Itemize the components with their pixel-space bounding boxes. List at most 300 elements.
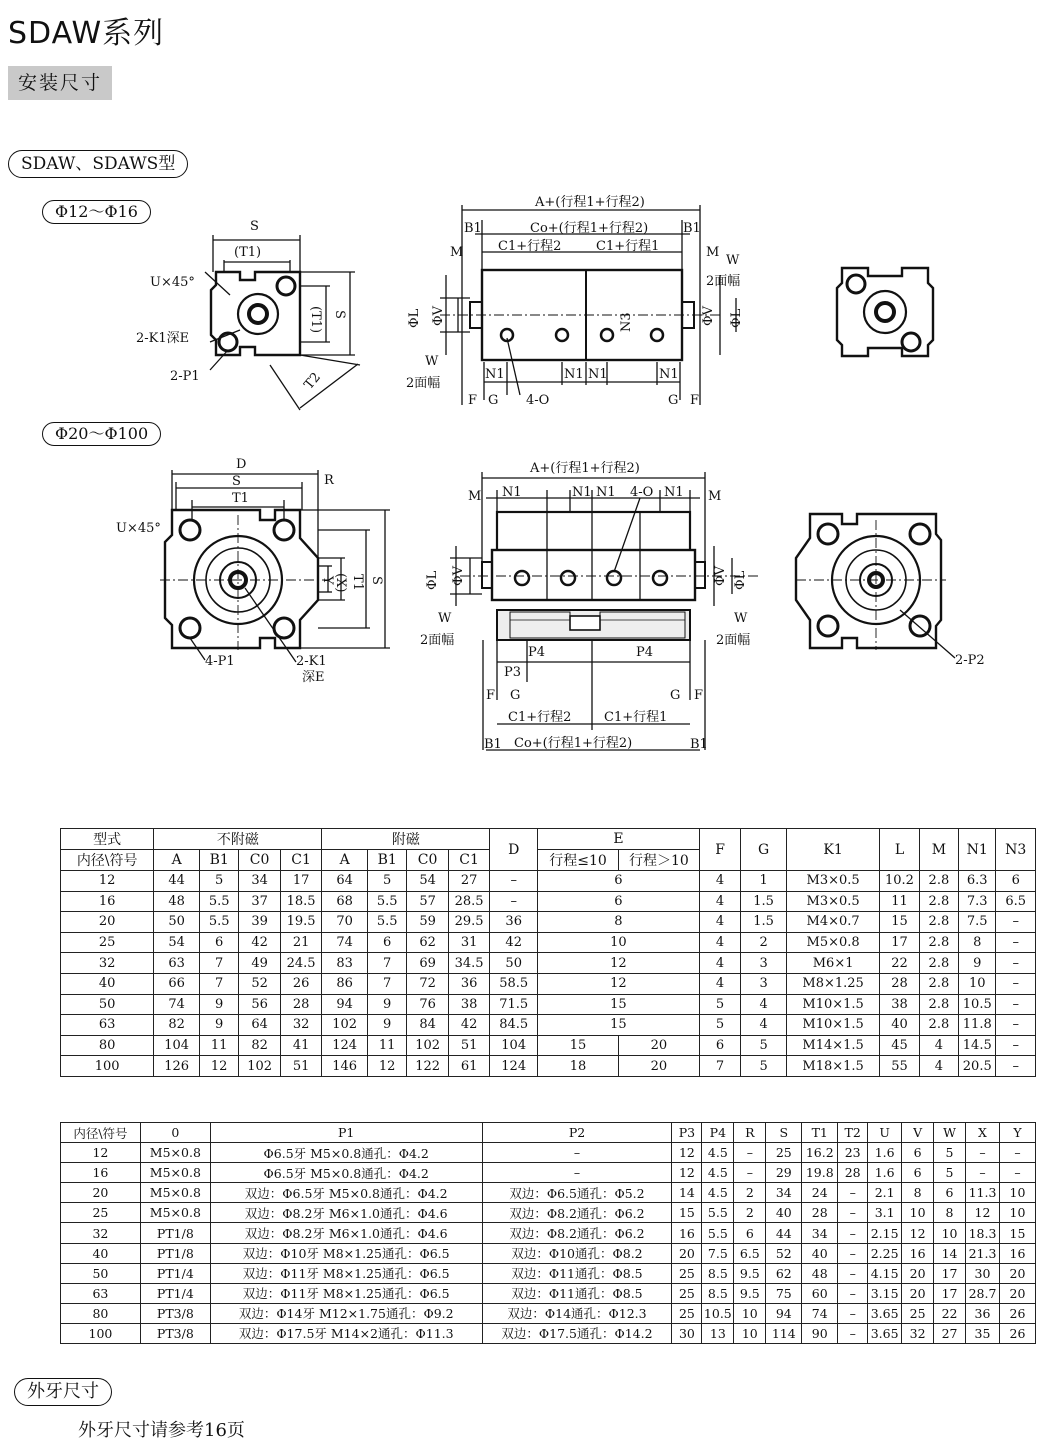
dim-p3: P3	[504, 665, 522, 680]
table-cell: 10.5	[702, 1303, 734, 1323]
header-mag: 附磁	[322, 829, 490, 850]
table-header-cell: 0	[140, 1123, 210, 1143]
table-cell: 20	[999, 1283, 1035, 1303]
table-cell: –	[996, 1035, 1036, 1056]
table-cell: 2.1	[868, 1183, 902, 1203]
rear-view-large	[796, 514, 955, 658]
table-cell: 2.8	[919, 953, 958, 974]
table-cell: 10.2	[880, 871, 919, 892]
table-cell: 62	[766, 1263, 802, 1283]
table-cell: 3.65	[868, 1323, 902, 1343]
dim-top-len: A+(行程1+行程2)	[535, 195, 645, 210]
table-cell: 19.5	[280, 912, 321, 933]
table-cell: 17	[934, 1283, 966, 1303]
table-cell: 16	[61, 891, 154, 912]
dim-g-left: G	[488, 393, 499, 408]
table-row	[61, 1203, 1036, 1223]
table-cell: M3×0.5	[786, 891, 879, 912]
table-row	[61, 932, 1036, 953]
dim-f-right: F	[690, 393, 700, 408]
table-cell: 48	[802, 1263, 838, 1283]
table-cell: 100	[61, 1056, 154, 1077]
table-cell: 80	[61, 1303, 141, 1323]
dim-x: (X)	[333, 573, 348, 593]
table-cell: 34	[766, 1183, 802, 1203]
table-cell: 15	[880, 912, 919, 933]
table-cell: 1.6	[868, 1143, 902, 1163]
table-cell: 4	[699, 973, 740, 994]
table-cell: 5	[699, 994, 740, 1015]
table-cell: 38	[448, 994, 489, 1015]
table-cell: 12	[538, 953, 700, 974]
table-cell: 10.5	[959, 994, 996, 1015]
table-cell: M10×1.5	[786, 994, 879, 1015]
table-cell: 100	[61, 1323, 141, 1343]
table-cell: 2.8	[919, 912, 958, 933]
table-cell: 5	[741, 1035, 787, 1056]
table-cell: 双边：Φ14牙 M12×1.75通孔：Φ9.2	[210, 1303, 482, 1323]
size-range-large: Φ20～Φ100	[42, 422, 161, 446]
table-cell: 3.1	[868, 1203, 902, 1223]
table-cell: 24	[802, 1183, 838, 1203]
table-cell: M6×1	[786, 953, 879, 974]
table-cell: 31	[448, 932, 489, 953]
table-cell: 40	[61, 973, 154, 994]
dim-s: S	[250, 219, 259, 234]
table-cell: 2	[734, 1203, 766, 1223]
table-row	[61, 891, 1036, 912]
table-cell: 58.5	[490, 973, 538, 994]
table-cell: 8.5	[702, 1283, 734, 1303]
table-cell: 1.6	[868, 1163, 902, 1183]
table-cell: 28.7	[966, 1283, 1000, 1303]
table-cell: M5×0.8	[140, 1163, 210, 1183]
table-cell: –	[838, 1243, 868, 1263]
table-cell: 2.8	[919, 1015, 958, 1036]
table-cell: 4	[699, 912, 740, 933]
dim-k1-b: 2-K1	[296, 654, 327, 669]
table-cell: 双边：Φ17.5牙 M14×2通孔：Φ11.3	[210, 1323, 482, 1343]
table-cell: –	[838, 1283, 868, 1303]
dim-m-right: M	[706, 245, 720, 260]
table-cell: 10	[734, 1303, 766, 1323]
table-cell: 23	[838, 1143, 868, 1163]
table-cell: 20	[672, 1243, 702, 1263]
table-cell: 双边：Φ17.5通孔：Φ14.2	[482, 1323, 672, 1343]
table-cell: 29.5	[448, 912, 489, 933]
table-cell: 6	[996, 871, 1036, 892]
table-cell: 1	[741, 871, 787, 892]
table-cell: –	[996, 932, 1036, 953]
table-cell: 56	[239, 994, 280, 1015]
table-cell: PT1/8	[140, 1243, 210, 1263]
table-cell: 72	[407, 973, 448, 994]
table-cell: 32	[61, 1223, 141, 1243]
table-cell: –	[966, 1143, 1000, 1163]
table-cell: 82	[239, 1035, 280, 1056]
table-cell: PT1/4	[140, 1263, 210, 1283]
header-m: M	[919, 829, 958, 871]
table-cell: –	[490, 891, 538, 912]
table-cell: 14	[672, 1183, 702, 1203]
table-cell: 74	[154, 994, 200, 1015]
table-cell: 63	[154, 953, 200, 974]
table-cell: –	[734, 1143, 766, 1163]
table-cell: 16	[61, 1163, 141, 1183]
dim-phi-v-right: ΦV	[701, 305, 716, 326]
table-cell: 双边：Φ10通孔：Φ8.2	[482, 1243, 672, 1263]
table-cell: 12	[367, 1056, 406, 1077]
table-cell: 122	[407, 1056, 448, 1077]
table-row	[61, 1035, 1036, 1056]
dim-k1: 2-K1深E	[136, 331, 190, 346]
header-c0: C0	[239, 850, 280, 871]
table-header-cell: Y	[999, 1123, 1035, 1143]
dim-b1-b-left: B1	[484, 737, 502, 752]
front-view-large	[160, 470, 390, 662]
dim-n1-a: N1	[485, 367, 505, 382]
table-cell: 30	[672, 1323, 702, 1343]
table-cell: 28.5	[448, 891, 489, 912]
table-cell: 6.3	[959, 871, 996, 892]
table-cell: 11	[199, 1035, 238, 1056]
dim-s-side-b: S	[369, 576, 384, 585]
table-cell: 5.5	[199, 891, 238, 912]
table-cell: 61	[448, 1056, 489, 1077]
table-cell: 双边：Φ6.5通孔：Φ5.2	[482, 1183, 672, 1203]
table-header-cell: V	[902, 1123, 934, 1143]
table-cell: 26	[999, 1323, 1035, 1343]
dim-s-top: S	[232, 474, 241, 489]
table-cell: 6	[934, 1183, 966, 1203]
dim-w-b-left: W	[438, 611, 452, 626]
table-cell: 11.3	[966, 1183, 1000, 1203]
header-d: D	[490, 829, 538, 871]
dim-t1: (T1)	[234, 245, 262, 260]
dim-c1-b-right: C1+行程1	[604, 710, 668, 725]
dim-p2: 2-P2	[955, 653, 985, 668]
table-cell: 102	[239, 1056, 280, 1077]
table-cell: –	[482, 1143, 672, 1163]
table-row	[61, 973, 1036, 994]
table-cell: –	[996, 973, 1036, 994]
table-cell: 6	[902, 1163, 934, 1183]
table-cell: 34	[802, 1223, 838, 1243]
table-cell: 32	[280, 1015, 321, 1036]
table-cell: 20	[618, 1056, 699, 1077]
table-cell: 16.2	[802, 1143, 838, 1163]
table-cell: 5.5	[367, 891, 406, 912]
dim-p4-left: P4	[528, 645, 546, 660]
header-k1: K1	[786, 829, 879, 871]
table-cell: 42	[490, 932, 538, 953]
table-cell: 25	[672, 1263, 702, 1283]
dim-4o-b: 4-O	[630, 485, 654, 500]
external-thread-note: 外牙尺寸请参考16页	[78, 1420, 245, 1441]
dim-4o: 4-O	[526, 393, 550, 408]
table-row	[61, 1015, 1036, 1036]
table-cell: 49	[239, 953, 280, 974]
dim-m-b-left: M	[468, 489, 482, 504]
series-label: SDAW、SDAWS型	[8, 150, 188, 178]
table-cell: 20	[999, 1263, 1035, 1283]
table-cell: PT3/8	[140, 1323, 210, 1343]
dim-phi-l-b: ΦL	[425, 570, 440, 590]
table-cell: 62	[407, 932, 448, 953]
table-cell: 4	[699, 891, 740, 912]
table-cell: 69	[407, 953, 448, 974]
table-cell: 12	[672, 1163, 702, 1183]
table-cell: 57	[407, 891, 448, 912]
table-cell: 59	[407, 912, 448, 933]
table-cell: 80	[61, 1035, 154, 1056]
table-cell: 11	[367, 1035, 406, 1056]
table-cell: 24.5	[280, 953, 321, 974]
table-cell: 16	[902, 1243, 934, 1263]
table-cell: –	[966, 1163, 1000, 1183]
dim-n1-b: N1	[564, 367, 584, 382]
table-cell: M5×0.8	[786, 932, 879, 953]
dim-phi-v-b: ΦV	[451, 565, 466, 586]
table-cell: –	[838, 1223, 868, 1243]
dim-b1-right: B1	[683, 221, 701, 236]
table-cell: 4	[699, 953, 740, 974]
table-cell: 146	[322, 1056, 368, 1077]
table-cell: 52	[766, 1243, 802, 1263]
table-cell: M5×0.8	[140, 1203, 210, 1223]
table-row	[61, 1143, 1036, 1163]
table-cell: 20	[61, 1183, 141, 1203]
table-cell: 28	[880, 973, 919, 994]
rear-view-small	[837, 268, 933, 356]
header-g: G	[741, 829, 787, 871]
table-cell: M14×1.5	[786, 1035, 879, 1056]
dim-c1-b-left: C1+行程2	[508, 710, 572, 725]
header-n1: N1	[959, 829, 996, 871]
header-n3: N3	[996, 829, 1036, 871]
side-view-large	[450, 472, 760, 750]
dim-g-b-left: G	[510, 688, 521, 703]
table-cell: 双边：Φ8.2牙 M6×1.0通孔：Φ4.6	[210, 1223, 482, 1243]
dim-phi-l-right: ΦL	[729, 308, 744, 328]
table-row	[61, 912, 1036, 933]
table-cell: 37	[239, 891, 280, 912]
table-cell: 8	[934, 1203, 966, 1223]
table-cell: 15	[538, 1015, 700, 1036]
table-cell: 32	[61, 953, 154, 974]
table-row	[61, 1243, 1036, 1263]
table-cell: –	[996, 953, 1036, 974]
table-cell: –	[838, 1303, 868, 1323]
dim-b1-b-right: B1	[690, 737, 708, 752]
table-cell: 7	[199, 953, 238, 974]
table-cell: 10	[999, 1183, 1035, 1203]
table-cell: 2.8	[919, 932, 958, 953]
table-row	[61, 994, 1036, 1015]
table-cell: PT1/8	[140, 1223, 210, 1243]
table-cell: 34.5	[448, 953, 489, 974]
table-cell: 10	[934, 1223, 966, 1243]
dim-f-left: F	[468, 393, 478, 408]
table-cell: 3.65	[868, 1303, 902, 1323]
table-cell: 6	[902, 1143, 934, 1163]
page-title: SDAW系列	[8, 16, 165, 51]
header-c1-mag: C1	[448, 850, 489, 871]
table-cell: 5	[199, 871, 238, 892]
table-cell: 8	[902, 1183, 934, 1203]
table-cell: 42	[448, 1015, 489, 1036]
table-cell: 9	[367, 1015, 406, 1036]
table-cell: 18.5	[280, 891, 321, 912]
table-cell: 60	[802, 1283, 838, 1303]
table-cell: 7	[699, 1056, 740, 1077]
table-cell: –	[490, 871, 538, 892]
table-row	[61, 1183, 1036, 1203]
dim-y: Y	[320, 576, 335, 585]
dim-t2: T2	[301, 369, 324, 393]
table-cell: –	[996, 994, 1036, 1015]
table-cell: M5×0.8	[140, 1143, 210, 1163]
table-cell: 双边：Φ11牙 M8×1.25通孔：Φ6.5	[210, 1263, 482, 1283]
table-cell: 12	[672, 1143, 702, 1163]
table-cell: 94	[322, 994, 368, 1015]
table-cell: 9	[959, 953, 996, 974]
table-cell: 15	[538, 1035, 619, 1056]
table-cell: 14	[934, 1243, 966, 1263]
table-cell: 4	[741, 1015, 787, 1036]
dim-g-b-right: G	[670, 688, 681, 703]
table-cell: 84.5	[490, 1015, 538, 1036]
table-cell: 114	[766, 1323, 802, 1343]
dim-n3: N3	[619, 312, 634, 332]
table-cell: 76	[407, 994, 448, 1015]
table-cell: 34	[239, 871, 280, 892]
dim-face-b-left: 2面幅	[420, 633, 455, 648]
table-cell: 28	[280, 994, 321, 1015]
table-cell: 63	[61, 1015, 154, 1036]
table-row	[61, 871, 1036, 892]
table-cell: –	[996, 1056, 1036, 1077]
dim-t1-side: (T1)	[308, 306, 323, 334]
table-cell: 50	[61, 994, 154, 1015]
table-cell: –	[999, 1143, 1035, 1163]
dimension-table-1	[60, 828, 1036, 1077]
table-cell: 11	[880, 891, 919, 912]
table-cell: 15	[538, 994, 700, 1015]
table-cell: 104	[154, 1035, 200, 1056]
table-row	[61, 1056, 1036, 1077]
table-cell: 6.5	[734, 1243, 766, 1263]
table-cell: 1.5	[741, 891, 787, 912]
table-cell: M18×1.5	[786, 1056, 879, 1077]
table-cell: 27	[448, 871, 489, 892]
table-cell: M5×0.8	[140, 1183, 210, 1203]
table-row	[61, 1283, 1036, 1303]
table-row	[61, 1323, 1036, 1343]
table-cell: 5	[934, 1163, 966, 1183]
front-view-small	[205, 235, 360, 410]
table-cell: 26	[999, 1303, 1035, 1323]
table-cell: Φ6.5牙 M5×0.8通孔：Φ4.2	[210, 1143, 482, 1163]
table-cell: 5	[934, 1143, 966, 1163]
table-cell: M3×0.5	[786, 871, 879, 892]
table-cell: 52	[239, 973, 280, 994]
table-cell: 27	[934, 1323, 966, 1343]
table-cell: 4.5	[702, 1163, 734, 1183]
table-cell: 2.8	[919, 891, 958, 912]
dim-s-side: S	[332, 310, 347, 319]
table-cell: 21	[280, 932, 321, 953]
table-cell: 28	[838, 1163, 868, 1183]
section-tag: 安装尺寸	[8, 66, 112, 100]
table-cell: 17	[880, 932, 919, 953]
table-cell: 7	[367, 973, 406, 994]
header-b1: B1	[199, 850, 238, 871]
dim-m-left: M	[450, 245, 464, 260]
table-cell: 双边：Φ11通孔：Φ8.5	[482, 1283, 672, 1303]
table-cell: 25	[902, 1303, 934, 1323]
table-cell: –	[999, 1163, 1035, 1183]
header-e: E	[538, 829, 700, 850]
table-cell: 4	[699, 871, 740, 892]
dim-t1-side-b: T1	[350, 574, 365, 591]
dim-p4-right: P4	[636, 645, 654, 660]
table-cell: 12	[902, 1223, 934, 1243]
table-cell: 22	[880, 953, 919, 974]
dim-p1-b: 4-P1	[205, 654, 235, 669]
table-cell: 64	[239, 1015, 280, 1036]
table-cell: 54	[407, 871, 448, 892]
dim-c1-right: C1+行程1	[596, 239, 660, 254]
table-cell: 126	[154, 1056, 200, 1077]
dim-w-right: W	[726, 253, 740, 268]
table-cell: 9	[199, 1015, 238, 1036]
dim-face-b-right: 2面幅	[716, 633, 751, 648]
table-cell: 16	[672, 1223, 702, 1243]
table-cell: 9	[367, 994, 406, 1015]
table-cell: –	[482, 1163, 672, 1183]
table-cell: 6	[538, 891, 700, 912]
table-cell: 17	[934, 1263, 966, 1283]
table-cell: 6	[734, 1223, 766, 1243]
dim-n1-b4: N1	[664, 485, 684, 500]
dim-m-b-right: M	[708, 489, 722, 504]
table-cell: 90	[802, 1323, 838, 1343]
table-cell: 3.15	[868, 1283, 902, 1303]
table-cell: –	[734, 1163, 766, 1183]
table-cell: 124	[490, 1056, 538, 1077]
table-cell: 50	[61, 1263, 141, 1283]
table-cell: 41	[280, 1035, 321, 1056]
table-cell: 10	[999, 1203, 1035, 1223]
table-cell: 21.3	[966, 1243, 1000, 1263]
table-cell: 71.5	[490, 994, 538, 1015]
table-header-cell: T2	[838, 1123, 868, 1143]
table-row	[61, 1163, 1036, 1183]
table-cell: PT3/8	[140, 1303, 210, 1323]
dim-phi-l-b-right: ΦL	[733, 570, 748, 590]
table-cell: 44	[766, 1223, 802, 1243]
table-cell: 18.3	[966, 1223, 1000, 1243]
header-f: F	[699, 829, 740, 871]
dim-w-left: W	[425, 354, 439, 369]
dim-u45: U×45°	[150, 275, 195, 290]
table-cell: 5.5	[199, 912, 238, 933]
dim-f-b-left: F	[486, 688, 496, 703]
table-cell: 5.5	[367, 912, 406, 933]
table-row	[61, 1223, 1036, 1243]
dim-g-right: G	[668, 393, 679, 408]
